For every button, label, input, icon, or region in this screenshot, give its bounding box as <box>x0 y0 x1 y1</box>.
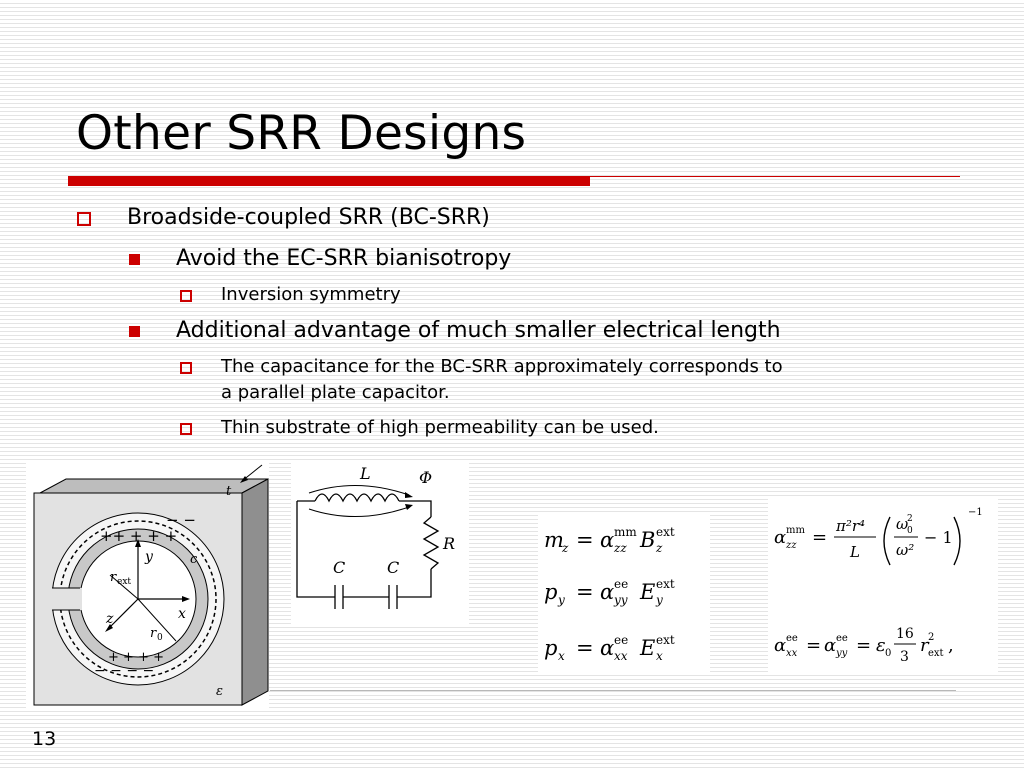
eq-power: −1 <box>968 507 983 518</box>
bullet-item: Thin substrate of high permeability can be used. <box>221 417 659 438</box>
eq-alpha-sub: zz <box>786 540 797 551</box>
eq-r: r <box>920 635 929 656</box>
eq-omega-num: ω <box>896 515 909 533</box>
label-C2: C <box>387 558 400 577</box>
eq-alpha-sub: xx <box>614 649 628 663</box>
eq-field-sub: x <box>656 649 663 663</box>
equations-left <box>538 515 710 672</box>
eq-field: E <box>640 580 656 604</box>
eq-eps: ε <box>876 635 886 656</box>
eq-alpha2: α <box>824 635 837 656</box>
bullet-item: Inversion symmetry <box>221 284 401 305</box>
eq-alpha-sup: mm <box>786 525 805 536</box>
eq-alpha1-sup: ee <box>786 633 798 644</box>
label-C1: C <box>333 558 346 577</box>
equations-left-drawing <box>538 515 710 672</box>
eq-lhs: p <box>544 580 558 604</box>
eq-equals: = <box>576 528 594 552</box>
srr-figure <box>26 463 269 709</box>
eq-equals: = <box>576 580 594 604</box>
label-r-ext-sub: ext <box>117 577 132 587</box>
bullet-item: The capacitance for the BC-SRR approximately corresponds to <box>221 356 783 377</box>
eq-alpha1-sub: xx <box>786 648 798 659</box>
eq-field: E <box>640 636 656 660</box>
eq-alpha-sup: ee <box>614 633 629 647</box>
bullet-item-continuation: a parallel plate capacitor. <box>221 382 450 403</box>
eq-frac-den: L <box>850 543 860 561</box>
equations-right-drawing <box>768 497 998 672</box>
eq-alpha-sup: mm <box>614 525 637 539</box>
srr-drawing <box>26 463 269 709</box>
eq-alpha2-sup: ee <box>836 633 848 644</box>
charges-minus-bottom: − − − − <box>94 663 155 679</box>
label-y: y <box>145 549 153 565</box>
eq-alpha1: α <box>774 635 787 656</box>
circuit-figure <box>291 463 469 624</box>
page-title: Other SRR Designs <box>76 106 527 161</box>
bullet-item: Broadside-coupled SRR (BC-SRR) <box>127 205 490 230</box>
eq-frac-num: π²r⁴ <box>836 517 866 535</box>
title-underline-bar <box>68 176 590 186</box>
hollow-square-bullet-icon <box>180 362 192 374</box>
square-bullet-icon <box>129 326 140 337</box>
eq-field: B <box>640 528 656 552</box>
circuit-drawing <box>291 463 469 624</box>
label-epsilon: ε <box>216 684 223 699</box>
eq-equals: = <box>576 636 594 660</box>
eq-alpha: α <box>600 528 615 552</box>
label-L: L <box>360 464 371 483</box>
label-x: x <box>178 606 186 622</box>
label-R: R <box>443 534 456 553</box>
charges-plus-bottom: + + + + <box>108 650 164 665</box>
label-z: z <box>106 611 114 627</box>
charges-minus-top: − − <box>166 511 196 529</box>
eq-field-sub: z <box>656 541 663 555</box>
eq-alpha: α <box>600 580 615 604</box>
eq-paren-left <box>884 517 890 565</box>
eq-frac-den: 3 <box>900 649 909 665</box>
eq-equals: = <box>856 635 872 656</box>
eq-field-sub: y <box>656 593 663 607</box>
charges-plus-top: ++ + + + <box>100 527 178 545</box>
eq-alpha-sub: zz <box>614 541 627 555</box>
footer-divider <box>270 690 956 691</box>
hollow-square-bullet-icon <box>77 212 91 226</box>
label-c: c <box>190 552 198 567</box>
eq-omega-num-sup: 2 <box>907 514 913 524</box>
eq-paren-right <box>954 517 960 565</box>
title-underline-line <box>590 176 960 177</box>
equation-mz <box>544 525 675 555</box>
eq-lhs-sub: x <box>558 649 565 663</box>
eq-omega-num-sub: 0 <box>907 526 913 536</box>
eq-eps-sub: 0 <box>885 648 892 659</box>
bullet-item: Avoid the EC-SRR bianisotropy <box>176 246 512 271</box>
eq-r-sub: ext <box>928 648 944 659</box>
eq-alpha: α <box>774 527 787 548</box>
hollow-square-bullet-icon <box>180 290 192 302</box>
equation-px <box>544 633 675 663</box>
label-phi: Φ <box>419 468 433 487</box>
eq-lhs: p <box>544 636 558 660</box>
eq-lhs-sub: y <box>558 593 565 607</box>
label-t: t <box>226 484 232 499</box>
eq-tail: , <box>948 635 954 656</box>
eq-field-sup: ext <box>656 577 675 591</box>
eq-field-sup: ext <box>656 633 675 647</box>
label-r0: r <box>150 626 157 641</box>
equation-py <box>544 577 675 607</box>
eq-field-sup: ext <box>656 525 675 539</box>
equations-right <box>768 497 998 672</box>
eq-equals: = <box>812 527 828 548</box>
eq-lhs: m <box>544 528 564 552</box>
equation-alpha-mm <box>774 507 983 565</box>
page-number: 13 <box>32 728 57 750</box>
eq-frac-num: 16 <box>896 626 914 642</box>
eq-alpha: α <box>600 636 615 660</box>
eq-alpha2-sub: yy <box>836 648 848 659</box>
hollow-square-bullet-icon <box>180 423 192 435</box>
eq-lhs-sub: z <box>562 541 569 555</box>
eq-alpha-sup: ee <box>614 577 629 591</box>
bullet-item: Additional advantage of much smaller electrical length <box>176 318 781 343</box>
label-r0-sub: 0 <box>157 633 163 643</box>
square-bullet-icon <box>129 254 140 265</box>
equation-alpha-ee <box>774 626 954 665</box>
label-r-ext: r <box>110 570 117 585</box>
eq-alpha-sub: yy <box>614 593 628 607</box>
eq-minus-one: − 1 <box>924 528 953 547</box>
eq-r-sup: 2 <box>928 632 935 643</box>
eq-equals: = <box>806 635 822 656</box>
eq-omega-den: ω² <box>896 541 915 559</box>
